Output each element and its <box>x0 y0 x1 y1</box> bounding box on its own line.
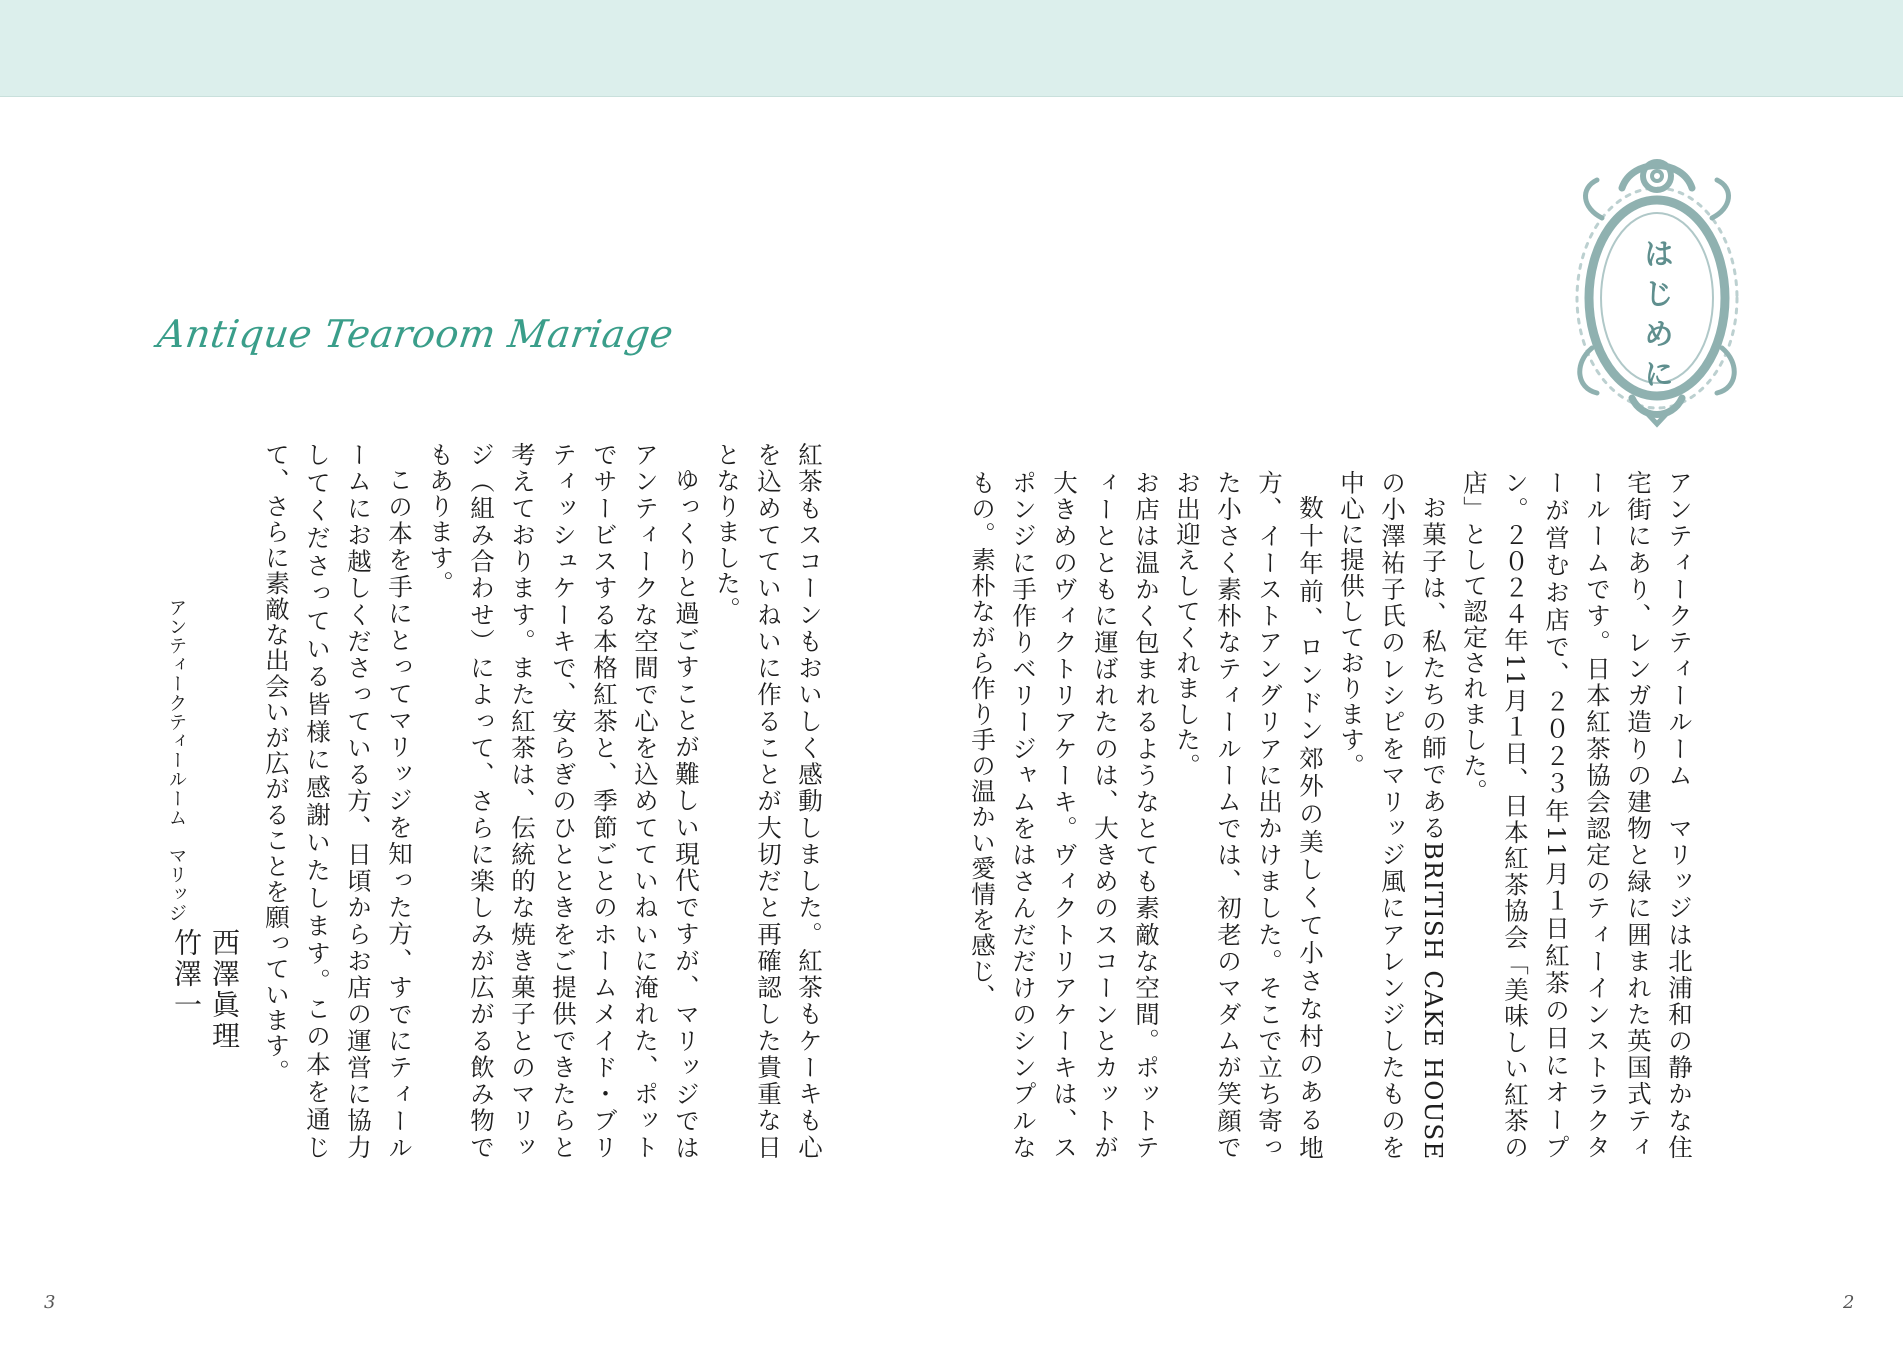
brand-logo-text: Antique Tearoom Mariage <box>154 312 677 356</box>
paragraph: 数十年前、ロンドン郊外の美しくて小さな村のある地方、イーストアングリアに出かけました。そこで立ち寄った小さく素朴なティールームでは、初老のマダムが笑顔でお出迎えしてくれました。 <box>1173 470 1325 1160</box>
paragraph: ゆっくりと過ごすことが難しい現代ですが、マリッジではアンティークな空間で心を込めてていねいに淹れた、ポットでサービスする本格紅茶と、季節ごとのホームメイド・ブリティッシュケーキで、安らぎのひとときをご提供できたらと考えております。また紅茶は、伝統的な焼き菓子とのマリッジ（組み合わせ）によって、さらに楽しみが広がる飲み物でもあります。 <box>426 442 701 1160</box>
paragraph: 紅茶もスコーンもおいしく感動しました。紅茶もケーキも心を込めてていねいに作ることが大切だと再確認した貴重な日となりました。 <box>713 442 824 1160</box>
signature-shop-name: アンティークティールーム マリッジ <box>166 598 187 923</box>
intro-text-block <box>968 470 1700 1160</box>
page-number-left: 3 <box>44 1292 56 1313</box>
paragraph: お菓子は、私たちの師であるBRITISH CAKE HOUSEの小澤祐子氏のレシピをマリッジ風にアレンジしたものを中心に提供しております。 <box>1337 470 1448 1160</box>
paragraph: この本を手にとってマリッジを知った方、すでにティールームにお越しくださっている方、日頃からお店の運営に協力してくださっている皆様に感謝いたします。この本を通じて、さらに素敵な出会いが広がることを願っています。 <box>262 442 414 1160</box>
page-number-right: 2 <box>1843 1292 1855 1313</box>
signature-authors <box>167 928 243 1168</box>
author-name: 西澤眞理 <box>208 928 241 1052</box>
continued-text-block <box>262 442 830 1160</box>
section-title: はじめに <box>1638 238 1673 398</box>
header-band <box>0 0 1903 97</box>
paragraph: お店は温かく包まれるようなとても素敵な空間。ポットティーとともに運ばれたのは、大きめのスコーンとカットが大きめのヴィクトリアケーキ。ヴィクトリアケーキは、スポンジに手作りベリージャムをはさんだだけのシンプルなもの。素朴ながら作り手の温かい愛情を感じ、 <box>968 470 1161 1160</box>
paragraph: アンティークティールーム マリッジは北浦和の静かな住宅街にあり、レンガ造りの建物と緑に囲まれた英国式ティールームです。日本紅茶協会認定のティーインストラクターが営むお店で、２０２３年11月１日紅茶の日にオープン。２０２４年11月１日、日本紅茶協会「美味しい紅茶の店」として認定されました。 <box>1460 470 1694 1160</box>
author-name: 竹澤一 <box>170 928 203 1021</box>
